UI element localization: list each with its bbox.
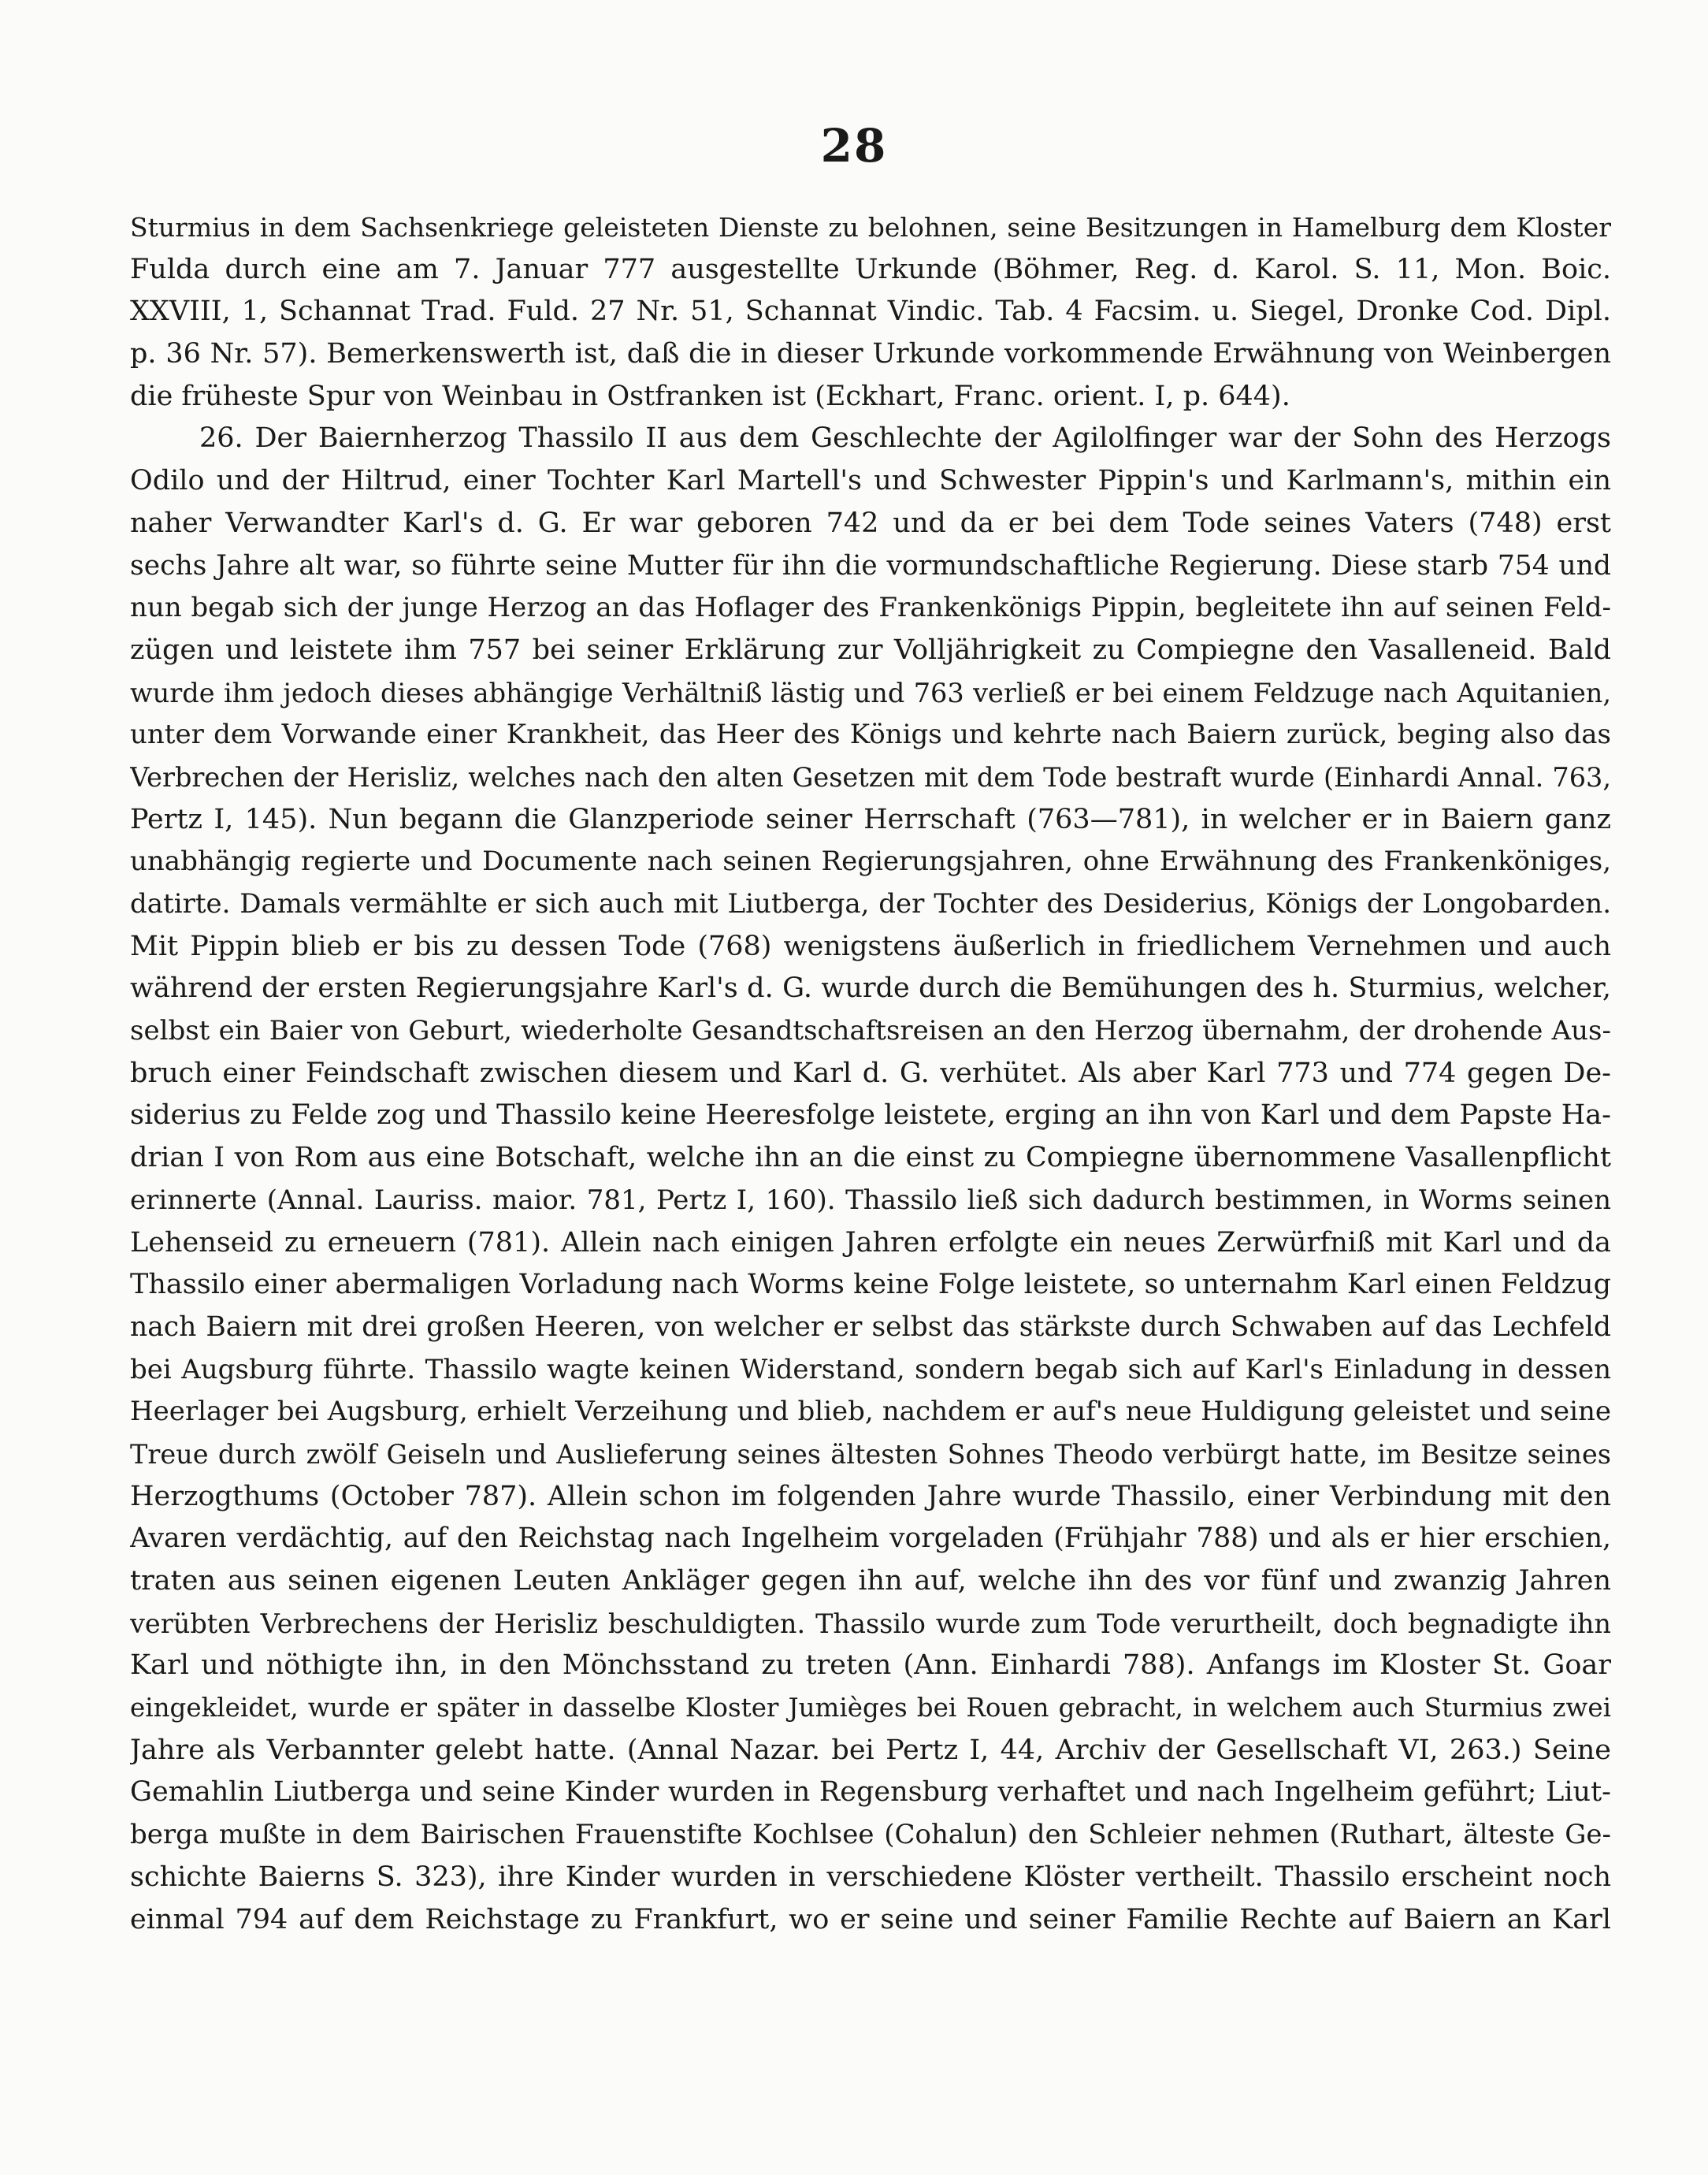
text-line: Thassilo einer abermaligen Vorladung nach Worms keine Folge leistete, so unternahm Karl einen Feldzug xyxy=(130,1269,1611,1301)
text-line: Jahre als Verbannter gelebt hatte. (Annal Nazar. bei Pertz I, 44, Archiv der Gesellschaft VI, 263.) Seine xyxy=(130,1734,1611,1766)
paragraph xyxy=(130,206,1611,418)
text-line: bruch einer Feindschaft zwischen diesem und Karl d. G. verhütet. Als aber Karl 773 und 774 gegen De- xyxy=(130,1057,1611,1089)
text-line: bei Augsburg führte. Thassilo wagte keinen Widerstand, sondern begab sich auf Karl's Einladung in dessen xyxy=(130,1353,1611,1385)
text-line: Verbrechen der Herisliz, welches nach den alten Gesetzen mit dem Tode bestraft wurde (Einhardi Annal. 763, xyxy=(130,761,1611,793)
text-line: Karl und nöthigte ihn, in den Mönchsstand zu treten (Ann. Einhardi 788). Anfangs im Kloster St. Goar xyxy=(130,1649,1611,1682)
text-line: Odilo und der Hiltrud, einer Tochter Karl Martell's und Schwester Pippin's und Karlmann's, mithin ein xyxy=(130,465,1611,497)
text-line: XXVIII, 1, Schannat Trad. Fuld. 27 Nr. 51, Schannat Vindic. Tab. 4 Facsim. u. Siegel, Dronke Cod. Dipl. xyxy=(130,296,1611,328)
text-line: Pertz I, 145). Nun begann die Glanzperiode seiner Herrschaft (763—781), in welcher er in Baiern ganz xyxy=(130,803,1611,835)
text-line: Sturmius in dem Sachsenkriege geleisteten Dienste zu belohnen, seine Besitzungen in Hamelburg dem Kloster xyxy=(130,212,1611,243)
text-line: zügen und leistete ihm 757 bei seiner Erklärung zur Volljährigkeit zu Compiegne den Vasalleneid. Bald xyxy=(130,634,1611,666)
text-line: einmal 794 auf dem Reichstage zu Frankfurt, wo er seine und seiner Familie Rechte auf Baiern an Karl xyxy=(130,1903,1611,1935)
text-line: erinnerte (Annal. Lauriss. maior. 781, Pertz I, 160). Thassilo ließ sich dadurch bestimmen, in Worms seinen xyxy=(130,1184,1611,1216)
text-line: traten aus seinen eigenen Leuten Ankläger gegen ihn auf, welche ihn des vor fünf und zwanzig Jahren xyxy=(130,1565,1611,1597)
text-line: selbst ein Baier von Geburt, wiederholte Gesandtschaftsreisen an den Herzog übernahm, der drohende Aus- xyxy=(130,1015,1611,1047)
text-line: drian I von Rom aus eine Botschaft, welche ihn an die einst zu Compiegne übernommene Vasallenpflicht xyxy=(130,1142,1611,1174)
text-line: 26. Der Baiernherzog Thassilo II aus dem Geschlechte der Agilolfinger war der Sohn des Herzogs xyxy=(199,422,1611,455)
page-number: 28 xyxy=(820,119,888,173)
text-line: datirte. Damals vermählte er sich auch mit Liutberga, der Tochter des Desiderius, Königs der Longobarden. xyxy=(130,888,1611,920)
text-line: Heerlager bei Augsburg, erhielt Verzeihung und blieb, nachdem er auf's neue Huldigung geleistet und seine xyxy=(130,1396,1611,1428)
text-line: während der ersten Regierungsjahre Karl's d. G. wurde durch die Bemühungen des h. Sturmius, welcher, xyxy=(130,972,1611,1005)
text-line: Gemahlin Liutberga und seine Kinder wurden in Regensburg verhaftet und nach Ingelheim geführt; Liut- xyxy=(130,1776,1611,1809)
text-line: Fulda durch eine am 7. Januar 777 ausgestellte Urkunde (Böhmer, Reg. d. Karol. S. 11, Mon. Boic. xyxy=(130,253,1611,285)
text-line: wurde ihm jedoch dieses abhängige Verhältniß lästig und 763 verließ er bei einem Feldzuge nach Aquitanien, xyxy=(130,677,1611,708)
body-text xyxy=(130,206,1611,1941)
text-line: sechs Jahre alt war, so führte seine Mutter für ihn die vormundschaftliche Regierung. Diese starb 754 und xyxy=(130,549,1611,582)
text-line: p. 36 Nr. 57). Bemerkenswerth ist, daß die in dieser Urkunde vorkommende Erwähnung von Weinbergen xyxy=(130,338,1611,370)
text-line: verübten Verbrechens der Herisliz beschuldigten. Thassilo wurde zum Tode verurtheilt, doch begnadigte ihn xyxy=(130,1608,1611,1639)
text-line: berga mußte in dem Bairischen Frauenstifte Kochlsee (Cohalun) den Schleier nehmen (Ruthart, älteste Ge- xyxy=(130,1819,1611,1851)
text-line: schichte Baierns S. 323), ihre Kinder wurden in verschiedene Klöster vertheilt. Thassilo erscheint noch xyxy=(130,1861,1611,1893)
text-line: nach Baiern mit drei großen Heeren, von welcher er selbst das stärkste durch Schwaben auf das Lechfeld xyxy=(130,1311,1611,1343)
text-line: Mit Pippin blieb er bis zu dessen Tode (768) wenigstens äußerlich in friedlichem Vernehmen und auch xyxy=(130,930,1611,962)
text-line: die früheste Spur von Weinbau in Ostfranken ist (Eckhart, Franc. orient. I, p. 644). xyxy=(130,380,1290,412)
text-line: Treue durch zwölf Geiseln und Auslieferung seines ältesten Sohnes Theodo verbürgt hatte, im Besitze seines xyxy=(130,1438,1611,1470)
paragraph xyxy=(130,418,1611,1941)
text-line: siderius zu Felde zog und Thassilo keine Heeresfolge leistete, erging an ihn von Karl und dem Papste Ha- xyxy=(130,1099,1611,1132)
text-line: Avaren verdächtig, auf den Reichstag nach Ingelheim vorgeladen (Frühjahr 788) und als er hier erschien, xyxy=(130,1522,1611,1555)
text-line: naher Verwandter Karl's d. G. Er war geboren 742 und da er bei dem Tode seines Vaters (748) erst xyxy=(130,507,1611,539)
text-line: Herzogthums (October 787). Allein schon im folgenden Jahre wurde Thassilo, einer Verbindung mit den xyxy=(130,1480,1611,1512)
text-line: nun begab sich der junge Herzog an das Hoflager des Frankenkönigs Pippin, begleitete ihn auf seinen Feld- xyxy=(130,592,1611,624)
text-line: unter dem Vorwande einer Krankheit, das Heer des Königs und kehrte nach Baiern zurück, beging also das xyxy=(130,719,1611,751)
text-line: Lehenseid zu erneuern (781). Allein nach einigen Jahren erfolgte ein neues Zerwürfniß mit Karl und da xyxy=(130,1226,1611,1259)
text-line: unabhängig regierte und Documente nach seinen Regierungsjahren, ohne Erwähnung des Frankenköniges, xyxy=(130,846,1611,878)
text-line: eingekleidet, wurde er später in dasselbe Kloster Jumièges bei Rouen gebracht, in welchem auch Sturmius zwei xyxy=(130,1693,1611,1723)
